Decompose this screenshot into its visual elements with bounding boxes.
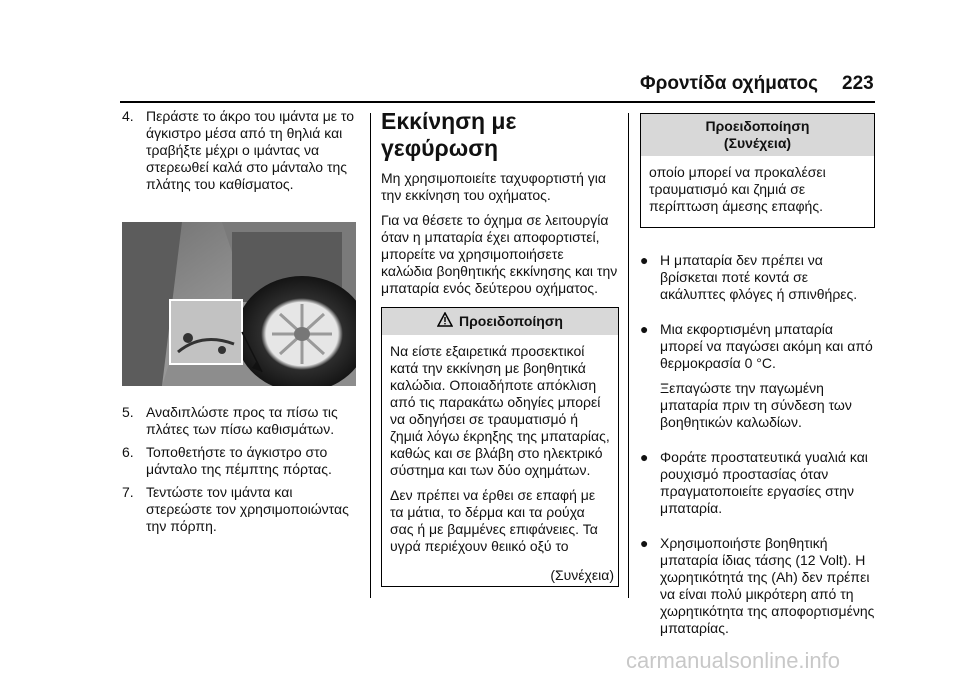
column-divider (628, 113, 629, 598)
bullet-list (640, 252, 875, 645)
warning-title: Προειδοποίηση (459, 313, 563, 329)
warning-body (641, 156, 874, 227)
paragraph: Μη χρησιμοποιείτε ταχυφορτιστή για την εκκίνηση του οχήματος. (381, 170, 606, 203)
step-number: 4. (122, 108, 134, 124)
step-text: Περάστε το άκρο του ιμάντα με το άγκιστρο μέσα από τη θηλιά και τραβήξτε μέχρι ο ιμάντας να στερεωθεί καλά στο μάνταλο της πλάτης του καθίσματος. (146, 108, 355, 192)
step-number: 5. (122, 404, 134, 420)
page-number: 223 (842, 73, 874, 94)
bullet-item (640, 321, 875, 439)
paragraph: Για να θέσετε το όχημα σε λειτουργία όταν η μπαταρία έχει αποφορτιστεί, μπορείτε να χρησιμοποιήσετε καλώδια βοηθητικής εκκίνησης και την μπαταρία ενός δεύτερου οχήματος. (381, 212, 618, 296)
warning-triangle-icon (437, 312, 453, 331)
bullet-dot: ● (640, 535, 649, 551)
bullet-text: Χρησιμοποιήστε βοηθητική μπαταρία ίδιας τάσης (12 Volt). Η χωρητικότητά της (Ah) δεν πρέπει να είναι πολύ μικρότερη από τη χωρητικότητα της αποφορτισμένης μπαταρίας. (660, 535, 875, 636)
step-number: 7. (122, 484, 134, 500)
warning-paragraph: Δεν πρέπει να έρθει σε επαφή με τα μάτια, το δέρμα και τα ρούχα σας ή με βαμμένες επιφάνειες. Τα υγρά περιέχουν θειικό οξύ το (390, 487, 598, 554)
page-header-title: Φροντίδα οχήματος (640, 73, 818, 94)
bullet-text: Η μπαταρία δεν πρέπει να βρίσκεται ποτέ κοντά σε ακάλυπτες φλόγες ή σπινθήρες. (660, 252, 858, 302)
step-number: 6. (122, 444, 134, 460)
warning-paragraph: οποίο μπορεί να προκαλέσει τραυματισμό και ζημιά σε περίπτωση άμεσης επαφής. (649, 164, 826, 214)
step-text: Αναδιπλώστε προς τα πίσω τις πλάτες των πίσω καθισμάτων. (146, 404, 338, 437)
column-3 (640, 113, 875, 655)
warning-header (641, 114, 874, 156)
bullet-item (640, 449, 875, 525)
continued-label: (Συνέχεια) (550, 567, 614, 583)
bullet-dot: ● (640, 321, 649, 337)
column-2 (381, 108, 619, 587)
warning-body (382, 335, 618, 567)
bullet-text: Φοράτε προστατευτικά γυαλιά και ρουχισμό προστασίας όταν πραγματοποιείτε εργασίες στην μπαταρία. (660, 449, 868, 516)
column-divider (370, 113, 371, 598)
step-item (122, 108, 360, 193)
warning-box (381, 307, 619, 587)
step-text: Τεντώστε τον ιμάντα και στερεώστε τον χρησιμοποιώντας την πόρπη. (146, 484, 349, 534)
watermark-text: carmanualsonline.info (626, 648, 841, 673)
warning-box-continued (640, 113, 875, 228)
trunk-spare-wheel-illustration (122, 222, 356, 386)
bullet-item (640, 252, 875, 311)
bullet-text: Μια εκφορτισμένη μπαταρία μπορεί να παγώσει ακόμη και από θερμοκρασία 0 °C. (660, 321, 873, 371)
bullet-dot: ● (640, 449, 649, 465)
warning-paragraph: Να είστε εξαιρετικά προσεκτικοί κατά την εκκίνηση με βοηθητικά καλώδια. Οποιαδήποτε απόκλιση από τις παρακάτω οδηγίες μπορεί να οδηγήσει σε τραυματισμό ή ζημιά λόγω έκρηξης της μπαταρίας, καθώς και σε βλάβη στο ηλεκτρικό σύστημα και των δύο οχημάτων. (390, 343, 610, 478)
bullet-dot: ● (640, 252, 649, 268)
warning-header (382, 308, 618, 335)
header-rule (120, 101, 875, 103)
step-text: Τοποθετήστε το άγκιστρο στο μάνταλο της πέμπτης πόρτας. (146, 444, 332, 477)
illustration-svg (122, 222, 356, 386)
step-item (122, 484, 360, 535)
step-item (122, 404, 360, 438)
step-item (122, 444, 360, 478)
bullet-text: Ξεπαγώστε την παγωμένη μπαταρία πριν τη σύνδεση των βοηθητικών καλωδίων. (660, 380, 852, 430)
bullet-item (640, 535, 875, 645)
column-1 (122, 108, 360, 199)
section-title: Εκκίνηση με γεφύρωση (381, 108, 517, 161)
column-1-lower (122, 404, 360, 541)
warning-title: Προειδοποίηση (705, 118, 810, 134)
warning-subtitle: (Συνέχεια) (723, 135, 792, 151)
